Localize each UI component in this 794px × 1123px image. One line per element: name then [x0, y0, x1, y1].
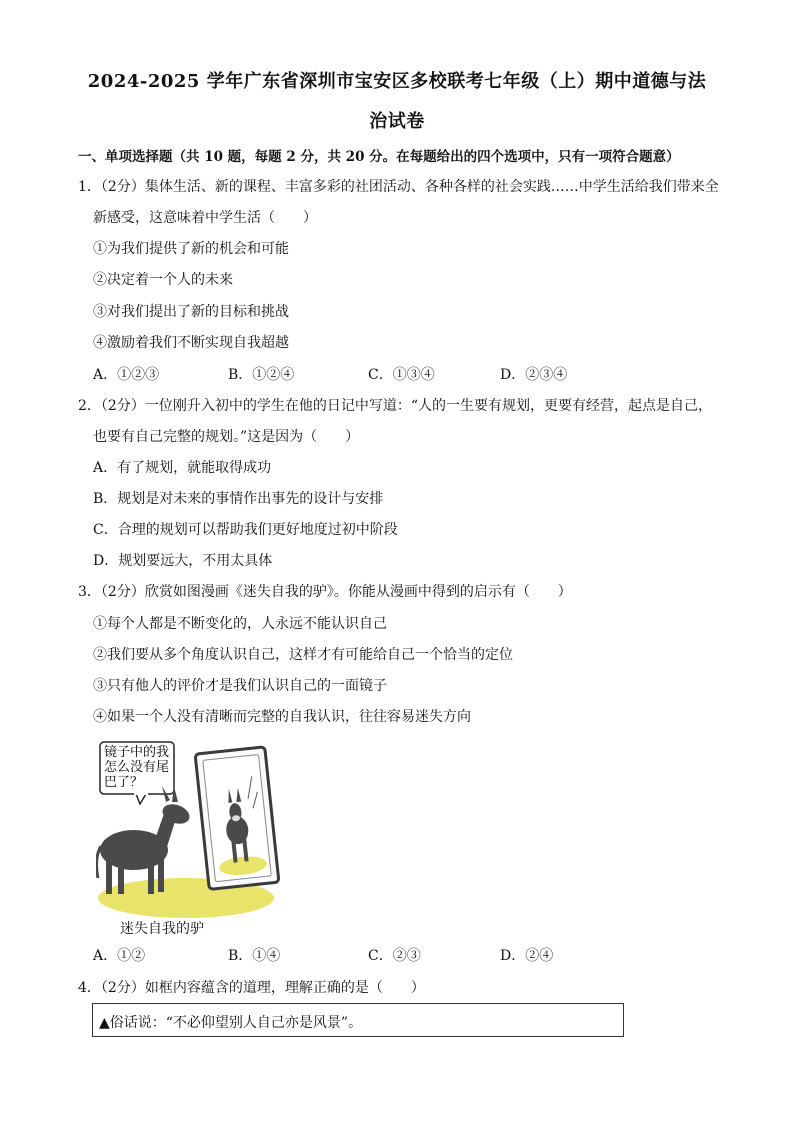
q4-stem: 4．（2分）如框内容蕴含的道理，理解正确的是（ ）: [78, 980, 425, 996]
q4-quote-box: [92, 1003, 624, 1037]
q3-choice-c: C．②③: [368, 948, 421, 964]
speech-bubble-tail: [136, 794, 146, 804]
q3-item-4: ④如果一个人没有清晰而完整的自我认识，往往容易迷失方向: [93, 709, 471, 725]
comic-caption: 迷失自我的驴: [120, 921, 204, 937]
exam-title-line2: 治试卷: [369, 111, 425, 132]
donkey: [97, 786, 193, 894]
q3-choices: [0, 947, 794, 967]
q2-stem-line1: 2．（2分）一位刚升入初中的学生在他的日记中写道：“人的一生要有规划，更要有经营，起点是自己，: [78, 398, 712, 414]
q2-option-b: B．规划是对未来的事情作出事先的设计与安排: [93, 491, 384, 507]
q3-stem: 3．（2分）欣赏如图漫画《迷失自我的驴》。你能从漫画中得到的启示有（ ）: [78, 584, 572, 600]
q1-choice-c: C．①③④: [368, 367, 435, 383]
q2-stem-line2: 也要有自己完整的规划。”这是因为（ ）: [93, 429, 360, 445]
q1-choice-d: D．②③④: [500, 367, 568, 383]
q1-item-3: ③对我们提出了新的目标和挑战: [93, 304, 289, 320]
q2-option-a: A．有了规划，就能取得成功: [93, 460, 272, 476]
q1-item-1: ①为我们提供了新的机会和可能: [93, 241, 289, 257]
q1-item-4: ④激励着我们不断实现自我超越: [93, 335, 289, 351]
q3-item-3: ③只有他人的评价才是我们认识自己的一面镜子: [93, 678, 387, 694]
q3-choice-d: D．②④: [500, 948, 554, 964]
q3-choice-a: A．①②: [93, 948, 146, 964]
q3-item-1: ①每个人都是不断变化的，人永远不能认识自己: [93, 616, 387, 632]
q4-quote-text: ▲俗话说：“不必仰望别人自己亦是风景”。: [99, 1015, 363, 1031]
section-heading: 一、单项选择题（共 10 题，每题 2 分，共 20 分。在每题给出的四个选项中，只有一项符合题意）: [78, 149, 680, 165]
q3-item-2: ②我们要从多个角度认识自己，这样才有可能给自己一个恰当的定位: [93, 647, 513, 663]
speech-line-2: 怎么没有尾: [104, 760, 170, 775]
mirror: [195, 747, 279, 890]
q1-stem-line1: 1．（2分）集体生活、新的课程、丰富多彩的社团活动、各种各样的社会实践……中学生活给我们带来全: [78, 179, 719, 195]
q1-item-2: ②决定着一个人的未来: [93, 272, 233, 288]
exam-title-line1: 2024-2025 学年广东省深圳市宝安区多校联考七年级（上）期中道德与法: [87, 71, 707, 92]
q1-choice-a: A．①②③: [93, 367, 160, 383]
donkey-comic-illustration: [96, 738, 286, 918]
q1-stem-line2: 新感受，这意味着中学生活（ ）: [93, 210, 317, 226]
speech-line-3: 巴了？: [104, 775, 144, 790]
q1-choice-b: B．①②④: [228, 367, 295, 383]
q2-option-c: C．合理的规划可以帮助我们更好地度过初中阶段: [93, 522, 398, 538]
q1-choices: [0, 366, 794, 386]
q2-option-d: D．规划要远大，不用太具体: [93, 553, 273, 569]
q3-choice-b: B．①④: [228, 948, 281, 964]
speech-line-1: 镜子中的我: [104, 745, 170, 760]
